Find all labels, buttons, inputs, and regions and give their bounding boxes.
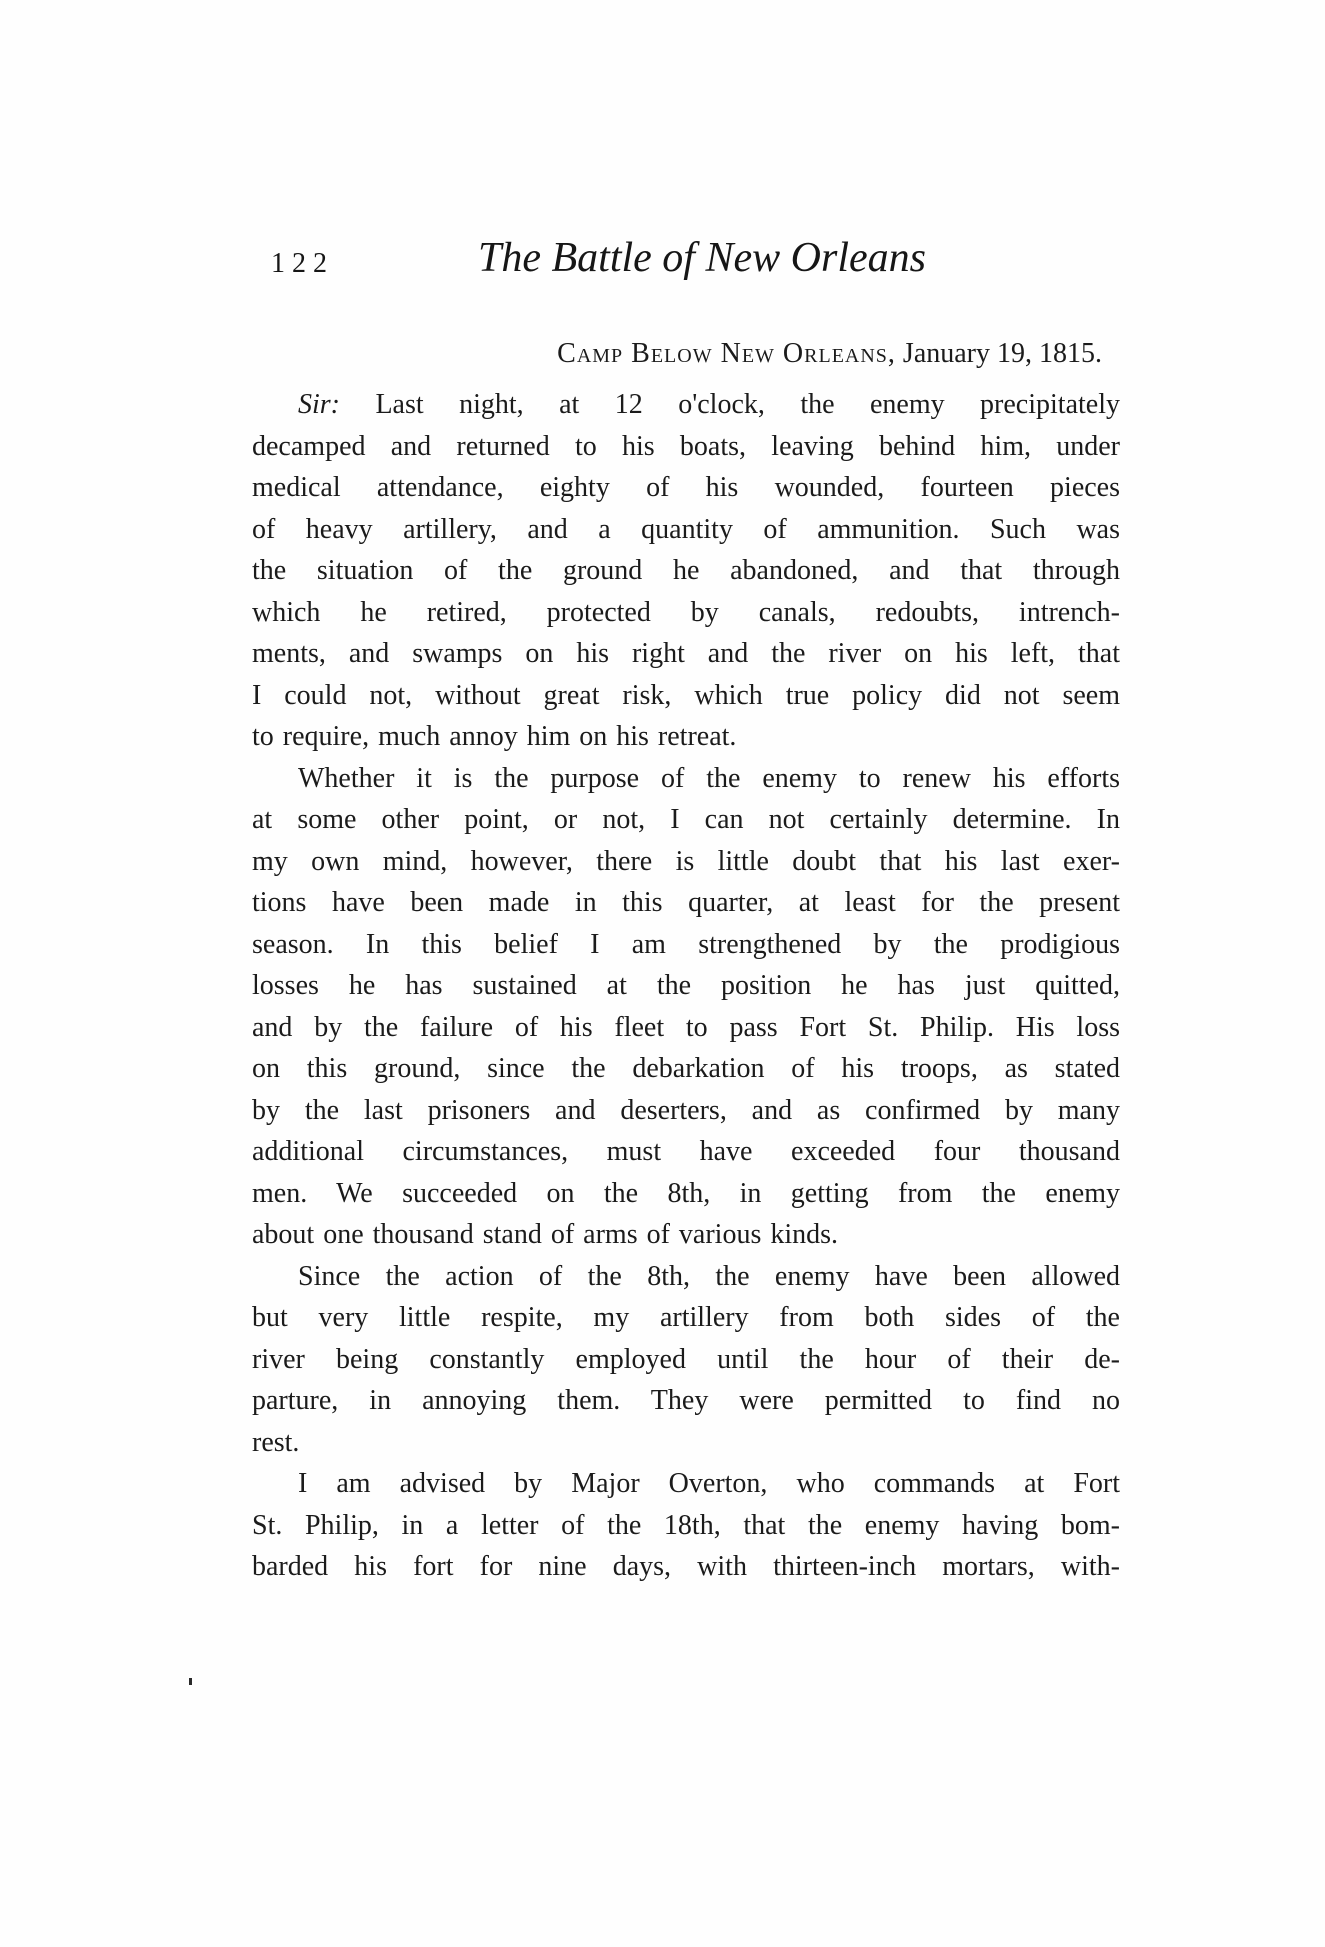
letter-line: Sir: Last night, at 12 o'clock, the enemy precipitately <box>298 389 1120 420</box>
letter-line: men. We succeeded on the 8th, in getting from the enemy <box>252 1177 1120 1209</box>
letter-line: Since the action of the 8th, the enemy have been allowed <box>298 1260 1120 1292</box>
letter-line: tions have been made in this quarter, at least for the present <box>252 887 1120 918</box>
salutation: Sir: <box>298 389 340 420</box>
page-number: 122 <box>271 248 334 279</box>
letter-line: additional circumstances, must have exceeded four thousand <box>252 1136 1120 1167</box>
scan-speck <box>189 1678 192 1685</box>
letter-line: decamped and returned to his boats, leaving behind him, under <box>252 430 1120 462</box>
letter-line: Whether it is the purpose of the enemy to renew his efforts <box>298 762 1120 794</box>
letter-line: barded his fort for nine days, with thirteen-inch mortars, with- <box>252 1551 1120 1582</box>
letter-line: at some other point, or not, I can not certainly determine. In <box>252 804 1120 835</box>
letter-line: about one thousand stand of arms of various kinds. <box>252 1219 839 1250</box>
dateline-place: Camp Below New Orleans, <box>557 338 896 369</box>
dateline-date: January 19, 1815. <box>895 338 1102 369</box>
letter-line: but very little respite, my artillery from both sides of the <box>252 1302 1120 1333</box>
letter-dateline <box>252 332 1120 376</box>
letter-line: on this ground, since the debarkation of his troops, as stated <box>252 1053 1120 1084</box>
running-title: The Battle of New Orleans <box>478 235 926 281</box>
letter-line: to require, much annoy him on his retreat. <box>252 721 737 752</box>
letter-line: medical attendance, eighty of his wounded, fourteen pieces <box>252 472 1120 503</box>
letter-line: I could not, without great risk, which true policy did not seem <box>252 679 1120 711</box>
letter-line: I am advised by Major Overton, who commands at Fort <box>298 1468 1120 1499</box>
letter-line: losses he has sustained at the position he has just quitted, <box>252 970 1120 1001</box>
letter-line: parture, in annoying them. They were permitted to find no <box>252 1385 1120 1416</box>
letter-line: St. Philip, in a letter of the 18th, that the enemy having bom- <box>252 1509 1120 1541</box>
letter-line: ments, and swamps on his right and the river on his left, that <box>252 638 1120 669</box>
letter-line: river being constantly employed until the hour of their de- <box>252 1343 1120 1375</box>
letter-line: of heavy artillery, and a quantity of ammunition. Such was <box>252 513 1120 545</box>
letter-line: by the last prisoners and deserters, and as confirmed by many <box>252 1094 1120 1126</box>
letter-line: season. In this belief I am strengthened by the prodigious <box>252 928 1120 960</box>
letter-line: and by the failure of his fleet to pass Fort St. Philip. His loss <box>252 1011 1120 1043</box>
letter-line: rest. <box>252 1426 300 1458</box>
letter-line: the situation of the ground he abandoned, and that through <box>252 555 1120 586</box>
letter-line: which he retired, protected by canals, redoubts, intrench- <box>252 596 1120 628</box>
letter-line: my own mind, however, there is little doubt that his last exer- <box>252 845 1120 877</box>
letter-paragraphs <box>252 384 1120 1588</box>
letter-body <box>252 332 1120 1588</box>
